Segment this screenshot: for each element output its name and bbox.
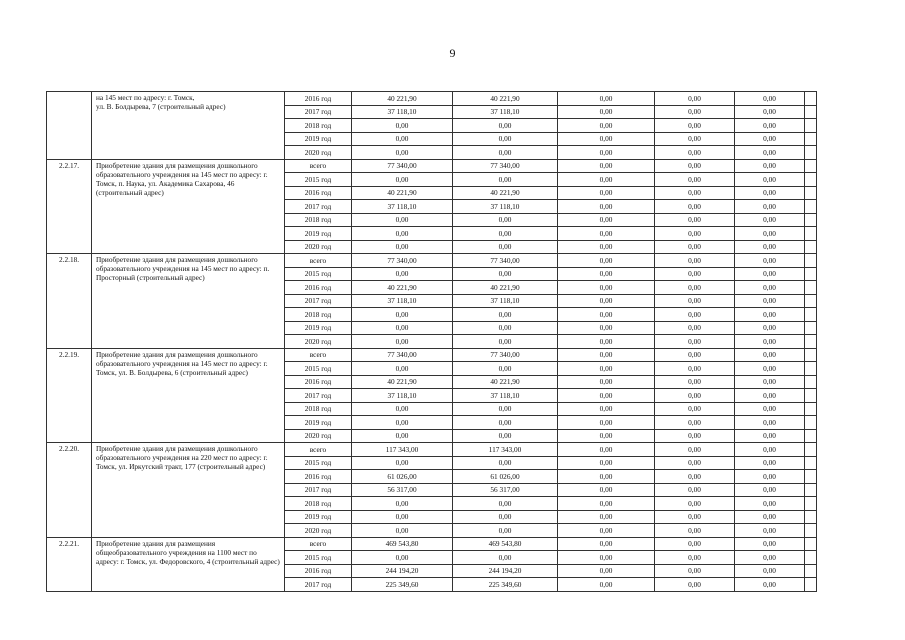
empty-cell [805,132,817,146]
item-name: Приобретение здания для размещения общеобразовательного учреждения на 1100 мест по адресу: г. Томск, ул. Федоровского, 4 (строительный адрес) [92,537,285,591]
empty-cell [805,416,817,430]
value-cell: 0,00 [735,92,805,106]
value-cell: 0,00 [655,456,735,470]
empty-cell [805,267,817,281]
value-cell: 0,00 [655,213,735,227]
value-cell: 0,00 [352,510,453,524]
value-cell: 0,00 [735,186,805,200]
value-cell: 0,00 [735,348,805,362]
value-cell: 0,00 [558,335,655,349]
value-cell: 0,00 [558,92,655,106]
value-cell: 0,00 [735,254,805,268]
value-cell: 0,00 [453,524,558,538]
value-cell: 0,00 [558,119,655,133]
value-cell: 0,00 [735,294,805,308]
value-cell: 40 221,90 [352,92,453,106]
value-cell: 0,00 [453,321,558,335]
value-cell: 0,00 [558,537,655,551]
value-cell: 0,00 [453,146,558,160]
year-cell: 2019 год [285,132,352,146]
value-cell: 0,00 [655,281,735,295]
value-cell: 0,00 [558,254,655,268]
table-row [47,443,817,457]
value-cell: 0,00 [735,524,805,538]
value-cell: 0,00 [558,564,655,578]
value-cell: 0,00 [352,497,453,511]
year-cell: всего [285,348,352,362]
value-cell: 0,00 [735,200,805,214]
empty-cell [805,173,817,187]
value-cell: 0,00 [453,119,558,133]
empty-cell [805,227,817,241]
value-cell: 0,00 [352,213,453,227]
value-cell: 0,00 [655,443,735,457]
item-number: 2.2.17. [47,159,92,254]
value-cell: 0,00 [558,389,655,403]
year-cell: 2017 год [285,389,352,403]
value-cell: 0,00 [655,105,735,119]
year-cell: 2016 год [285,470,352,484]
empty-cell [805,281,817,295]
value-cell: 0,00 [352,227,453,241]
item-name: Приобретение здания для размещения дошкольного образовательного учреждения на 145 мест по адресу: п. Просторный (строительный адрес) [92,254,285,349]
value-cell: 0,00 [352,362,453,376]
value-cell: 0,00 [735,429,805,443]
empty-cell [805,240,817,254]
value-cell: 0,00 [352,240,453,254]
value-cell: 0,00 [558,308,655,322]
year-cell: 2017 год [285,483,352,497]
item-number: 2.2.20. [47,443,92,538]
year-cell: 2017 год [285,105,352,119]
year-cell: всего [285,537,352,551]
value-cell: 0,00 [655,92,735,106]
empty-cell [805,159,817,173]
value-cell: 0,00 [735,470,805,484]
value-cell: 0,00 [352,146,453,160]
value-cell: 40 221,90 [453,281,558,295]
value-cell: 0,00 [558,348,655,362]
empty-cell [805,200,817,214]
empty-cell [805,254,817,268]
value-cell: 0,00 [655,240,735,254]
empty-cell [805,443,817,457]
value-cell: 0,00 [558,429,655,443]
value-cell: 37 118,10 [453,294,558,308]
value-cell: 0,00 [558,321,655,335]
value-cell: 0,00 [558,443,655,457]
empty-cell [805,429,817,443]
value-cell: 0,00 [558,200,655,214]
year-cell: 2019 год [285,510,352,524]
year-cell: всего [285,254,352,268]
year-cell: 2015 год [285,551,352,565]
year-cell: 2015 год [285,173,352,187]
value-cell: 0,00 [352,132,453,146]
value-cell: 0,00 [655,146,735,160]
empty-cell [805,321,817,335]
empty-cell [805,213,817,227]
empty-cell [805,105,817,119]
empty-cell [805,146,817,160]
value-cell: 40 221,90 [453,92,558,106]
value-cell: 40 221,90 [453,186,558,200]
value-cell: 0,00 [558,510,655,524]
year-cell: 2018 год [285,213,352,227]
value-cell: 77 340,00 [453,348,558,362]
value-cell: 0,00 [453,267,558,281]
value-cell: 40 221,90 [352,186,453,200]
value-cell: 0,00 [735,497,805,511]
value-cell: 0,00 [735,375,805,389]
value-cell: 0,00 [453,335,558,349]
empty-cell [805,456,817,470]
value-cell: 0,00 [735,321,805,335]
value-cell: 0,00 [558,524,655,538]
value-cell: 0,00 [655,267,735,281]
value-cell: 0,00 [735,510,805,524]
item-name: Приобретение здания для размещения дошкольного образовательного учреждения на 145 мест по адресу: г. Томск, ул. В. Болдырева, 6 (строительный адрес) [92,348,285,443]
value-cell: 244 194,20 [352,564,453,578]
value-cell: 0,00 [453,132,558,146]
value-cell: 40 221,90 [352,375,453,389]
value-cell: 0,00 [558,281,655,295]
value-cell: 77 340,00 [352,254,453,268]
table-row [47,159,817,173]
value-cell: 0,00 [453,456,558,470]
value-cell: 0,00 [735,146,805,160]
value-cell: 0,00 [735,443,805,457]
value-cell: 77 340,00 [352,348,453,362]
year-cell: 2016 год [285,564,352,578]
value-cell: 0,00 [735,159,805,173]
value-cell: 37 118,10 [352,200,453,214]
value-cell: 0,00 [655,416,735,430]
value-cell: 469 543,80 [352,537,453,551]
value-cell: 0,00 [558,105,655,119]
value-cell: 0,00 [558,497,655,511]
value-cell: 0,00 [453,308,558,322]
value-cell: 0,00 [655,348,735,362]
value-cell: 56 317,00 [453,483,558,497]
value-cell: 0,00 [352,173,453,187]
value-cell: 0,00 [352,267,453,281]
value-cell: 0,00 [558,416,655,430]
empty-cell [805,470,817,484]
value-cell: 40 221,90 [352,281,453,295]
value-cell: 117 343,00 [453,443,558,457]
empty-cell [805,308,817,322]
value-cell: 61 026,00 [453,470,558,484]
item-number [47,92,92,160]
value-cell: 0,00 [655,254,735,268]
value-cell: 0,00 [735,551,805,565]
year-cell: всего [285,443,352,457]
year-cell: 2020 год [285,335,352,349]
value-cell: 469 543,80 [453,537,558,551]
item-name: Приобретение здания для размещения дошкольного образовательного учреждения на 220 мест по адресу: г. Томск, ул. Иркутский тракт, 177 (строительный адрес) [92,443,285,538]
value-cell: 0,00 [558,213,655,227]
value-cell: 0,00 [558,456,655,470]
value-cell: 0,00 [453,240,558,254]
empty-cell [805,294,817,308]
value-cell: 0,00 [453,497,558,511]
value-cell: 0,00 [453,416,558,430]
value-cell: 0,00 [735,483,805,497]
value-cell: 0,00 [352,308,453,322]
year-cell: 2016 год [285,92,352,106]
year-cell: 2018 год [285,119,352,133]
value-cell: 0,00 [453,227,558,241]
value-cell: 0,00 [655,375,735,389]
value-cell: 0,00 [655,294,735,308]
empty-cell [805,362,817,376]
value-cell: 0,00 [655,524,735,538]
year-cell: 2016 год [285,375,352,389]
value-cell: 0,00 [735,281,805,295]
value-cell: 0,00 [655,429,735,443]
value-cell: 225 349,60 [352,578,453,592]
value-cell: 0,00 [735,119,805,133]
value-cell: 77 340,00 [453,254,558,268]
value-cell: 0,00 [655,483,735,497]
value-cell: 37 118,10 [352,389,453,403]
value-cell: 61 026,00 [352,470,453,484]
value-cell: 0,00 [453,510,558,524]
value-cell: 0,00 [735,362,805,376]
empty-cell [805,335,817,349]
value-cell: 0,00 [352,429,453,443]
table-row [47,348,817,362]
value-cell: 37 118,10 [453,200,558,214]
value-cell: 0,00 [655,308,735,322]
value-cell: 0,00 [558,146,655,160]
item-name: Приобретение здания для размещения дошкольного образовательного учреждения на 145 мест по адресу: г. Томск, п. Наука, ул. Академика Сахарова, 46 (строительный адрес) [92,159,285,254]
value-cell: 0,00 [655,551,735,565]
empty-cell [805,389,817,403]
year-cell: 2018 год [285,497,352,511]
value-cell: 40 221,90 [453,375,558,389]
empty-cell [805,402,817,416]
item-name: на 145 мест по адресу: г. Томск, ул. В. Болдырева, 7 (строительный адрес) [92,92,285,160]
value-cell: 0,00 [453,551,558,565]
value-cell: 0,00 [558,240,655,254]
value-cell: 0,00 [735,173,805,187]
empty-cell [805,375,817,389]
value-cell: 0,00 [352,402,453,416]
value-cell: 0,00 [558,551,655,565]
value-cell: 37 118,10 [352,294,453,308]
value-cell: 0,00 [655,510,735,524]
item-number: 2.2.18. [47,254,92,349]
value-cell: 0,00 [735,564,805,578]
empty-cell [805,578,817,592]
value-cell: 37 118,10 [453,389,558,403]
value-cell: 0,00 [735,105,805,119]
value-cell: 0,00 [655,159,735,173]
empty-cell [805,510,817,524]
value-cell: 37 118,10 [453,105,558,119]
value-cell: 0,00 [558,132,655,146]
item-number: 2.2.21. [47,537,92,591]
value-cell: 0,00 [735,537,805,551]
value-cell: 0,00 [735,132,805,146]
empty-cell [805,186,817,200]
year-cell: 2020 год [285,240,352,254]
value-cell: 0,00 [655,578,735,592]
value-cell: 0,00 [655,132,735,146]
value-cell: 0,00 [453,362,558,376]
value-cell: 0,00 [735,213,805,227]
value-cell: 0,00 [735,240,805,254]
year-cell: 2020 год [285,146,352,160]
value-cell: 0,00 [655,389,735,403]
table-row [47,537,817,551]
value-cell: 0,00 [558,470,655,484]
value-cell: 0,00 [735,416,805,430]
value-cell: 0,00 [453,429,558,443]
year-cell: 2018 год [285,402,352,416]
year-cell: 2020 год [285,524,352,538]
value-cell: 0,00 [735,227,805,241]
empty-cell [805,551,817,565]
value-cell: 0,00 [735,389,805,403]
value-cell: 0,00 [655,335,735,349]
value-cell: 0,00 [352,456,453,470]
value-cell: 0,00 [655,564,735,578]
empty-cell [805,483,817,497]
funding-table [46,91,817,592]
value-cell: 0,00 [558,375,655,389]
value-cell: 0,00 [352,119,453,133]
year-cell: 2018 год [285,308,352,322]
value-cell: 0,00 [735,578,805,592]
year-cell: 2019 год [285,227,352,241]
value-cell: 0,00 [558,294,655,308]
value-cell: 0,00 [735,335,805,349]
value-cell: 0,00 [352,335,453,349]
value-cell: 0,00 [655,497,735,511]
value-cell: 0,00 [655,402,735,416]
year-cell: 2016 год [285,281,352,295]
table-row [47,254,817,268]
value-cell: 0,00 [352,551,453,565]
empty-cell [805,537,817,551]
value-cell: 0,00 [655,173,735,187]
value-cell: 0,00 [655,362,735,376]
empty-cell [805,524,817,538]
year-cell: 2017 год [285,294,352,308]
value-cell: 0,00 [558,227,655,241]
value-cell: 244 194,20 [453,564,558,578]
value-cell: 77 340,00 [453,159,558,173]
value-cell: 225 349,60 [453,578,558,592]
value-cell: 0,00 [655,119,735,133]
value-cell: 56 317,00 [352,483,453,497]
value-cell: 0,00 [453,213,558,227]
year-cell: 2019 год [285,321,352,335]
empty-cell [805,564,817,578]
value-cell: 0,00 [558,483,655,497]
value-cell: 0,00 [655,321,735,335]
value-cell: 0,00 [558,578,655,592]
value-cell: 0,00 [655,537,735,551]
empty-cell [805,348,817,362]
value-cell: 0,00 [735,456,805,470]
year-cell: 2017 год [285,578,352,592]
value-cell: 0,00 [453,173,558,187]
value-cell: 0,00 [352,321,453,335]
year-cell: 2015 год [285,267,352,281]
empty-cell [805,119,817,133]
value-cell: 0,00 [655,470,735,484]
year-cell: 2019 год [285,416,352,430]
value-cell: 0,00 [558,402,655,416]
value-cell: 0,00 [558,186,655,200]
value-cell: 0,00 [453,402,558,416]
empty-cell [805,497,817,511]
value-cell: 0,00 [558,159,655,173]
value-cell: 0,00 [558,173,655,187]
year-cell: 2016 год [285,186,352,200]
table-row [47,92,817,106]
value-cell: 0,00 [655,227,735,241]
value-cell: 0,00 [352,416,453,430]
value-cell: 0,00 [655,186,735,200]
value-cell: 0,00 [735,267,805,281]
item-number: 2.2.19. [47,348,92,443]
page-number: 9 [449,46,456,60]
value-cell: 0,00 [558,362,655,376]
year-cell: всего [285,159,352,173]
empty-cell [805,92,817,106]
year-cell: 2017 год [285,200,352,214]
value-cell: 117 343,00 [352,443,453,457]
year-cell: 2015 год [285,456,352,470]
value-cell: 0,00 [558,267,655,281]
year-cell: 2020 год [285,429,352,443]
year-cell: 2015 год [285,362,352,376]
value-cell: 0,00 [655,200,735,214]
value-cell: 0,00 [352,524,453,538]
value-cell: 77 340,00 [352,159,453,173]
value-cell: 0,00 [735,308,805,322]
value-cell: 0,00 [735,402,805,416]
value-cell: 37 118,10 [352,105,453,119]
